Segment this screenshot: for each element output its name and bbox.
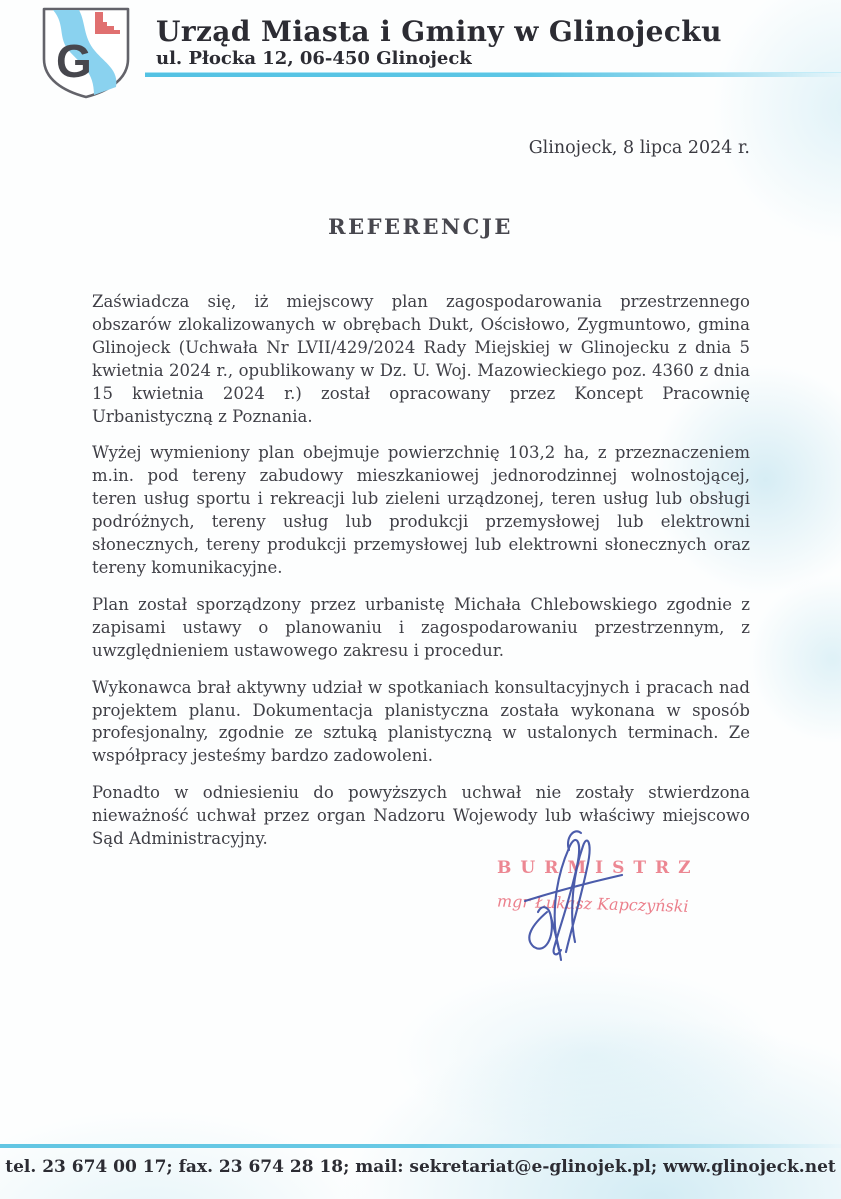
dateline: Glinojeck, 8 lipca 2024 r. [528, 138, 750, 158]
footer-contact: tel. 23 674 00 17; fax. 23 674 28 18; mail: sekretariat@e-glinojek.pl; www.glinojeck.net [5, 1157, 836, 1177]
paragraph-1: Zaświadcza się, iż miejscowy plan zagospodarowania przestrzennego obszarów zlokalizowanych w obrębach Dukt, Ościsłowo, Zygmuntowo, gmina Glinojeck (Uchwała Nr LVII/429/2024 Rady Miejskiej w Glinojecku z dnia 5 kwietnia 2024 r., opublikowany w Dz. U. Woj. Mazowieckiego poz. 4360 z dnia 15 kwietnia 2024 r.) został opracowany przez Koncept Pracownię Urbanistyczną z Poznania. [92, 292, 750, 426]
signature-ink [495, 820, 645, 968]
paragraph-5: Ponadto w odniesieniu do powyższych uchwał nie zostały stwierdzona nieważność uchwał przez organ Nadzoru Wojewody lub właściwy miejscowo Sąd Administracyjny. [92, 783, 750, 849]
organization-name: Urząd Miasta i Gminy w Glinojecku [156, 15, 722, 48]
paragraph-2: Wyżej wymieniony plan obejmuje powierzchnię 103,2 ha, z przeznaczeniem m.in. pod tereny zabudowy mieszkaniowej jednorodzinnej wolnostojącej, teren usług sportu i rekreacji lub zieleni urządzonej, teren usług lub obsługi podróżnych, tereny usług lub produkcji przemysłowej lub elektrowni słonecznych, tereny produkcji przemysłowej lub elektrowni słonecznych oraz tereny komunikacyjne. [92, 443, 750, 577]
paragraph-4: Wykonawca brał aktywny udział w spotkaniach konsultacyjnych i pracach nad projektem planu. Dokumentacja planistyczna została wykonana w sposób profesjonalny, zgodnie ze sztuką planistyczną w ustalonych terminach. Ze współpracy jesteśmy bardzo zadowoleni. [92, 677, 750, 766]
stamp-title: BURMISTRZ [497, 858, 700, 878]
letterhead [156, 16, 722, 69]
letter-body [92, 291, 750, 865]
footer-divider [0, 1144, 841, 1148]
header-divider [145, 72, 841, 77]
crest-letter: G [56, 35, 92, 87]
paragraph-3: Plan został sporządzony przez urbanistę Michała Chlebowskiego zgodnie z zapisami ustawy o planowaniu i zagospodarowaniu przestrzennym, z uwzględnieniem ustawowego zakresu i procedur. [92, 594, 750, 660]
municipality-crest-icon [36, 3, 136, 102]
stamp-name: mgr Łukasz Kapczyński [496, 891, 689, 916]
document-title: REFERENCJE [328, 214, 513, 239]
organization-address: ul. Płocka 12, 06-450 Glinojeck [156, 48, 472, 69]
